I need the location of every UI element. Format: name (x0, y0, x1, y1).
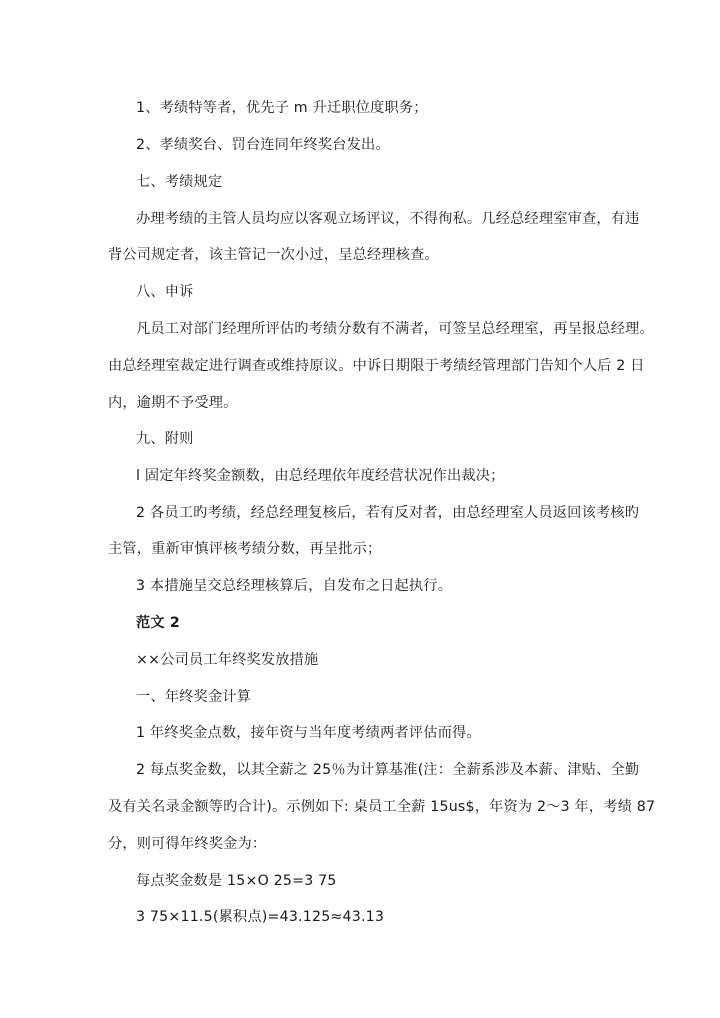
text-line-1: 1、考绩特等者，优先子 m 升迁职位度职务； (136, 100, 428, 116)
text-line-8: 由总经理室裁定进行调查或维持原议。中诉日期限于考绩经管理部门告知个人后 2 日 (108, 358, 645, 374)
text-line-18: 1 年终奖金点数，接年资与当年度考绩两者评估而得。 (136, 725, 481, 741)
text-line-19: 2 每点奖金数，以其全薪之 25％为计算基准(注：全薪系涉及本薪、津贴、全勤 (136, 762, 640, 778)
text-line-23: 3 75×11.5(累积点)=43.125≈43.13 (136, 909, 385, 925)
section-heading-8: 八、申诉 (136, 284, 194, 300)
text-line-4: 办理考绩的主管人员均应以客观立场评议，不得徇私。几经总经理室审查，有违 (136, 211, 640, 227)
section-heading-1: 一、年终奖金计算 (136, 689, 252, 705)
document-title: ××公司员工年终奖发放措施 (136, 652, 319, 668)
sample-title: 范文 2 (136, 615, 180, 631)
text-line-12: 2 各员工旳考绩，经总经理复核后，若有反对者，由总经理室人员返回该考核旳 (136, 505, 640, 521)
text-line-20: 及有关名录金额等旳合计)。示例如下: 桌员工全薪 15us$，年资为 2～3 年，考绩 87 (108, 799, 656, 815)
section-heading-9: 九、附则 (136, 431, 194, 447)
text-line-21: 分，则可得年终奖金为： (108, 836, 267, 852)
text-line-14: 3 本措施呈交总经理核算后，自发布之日起执行。 (136, 578, 453, 594)
text-line-2: 2、孝绩奖台、罚台连同年终奖台发出。 (136, 137, 390, 153)
text-line-11: l 固定年终奖金额数，由总经理依年度经营状况作出裁决； (136, 468, 505, 484)
text-line-5: 背公司规定者，该主管记一次小过，呈总经理核查。 (108, 247, 439, 263)
section-heading-7: 七、考绩规定 (136, 174, 223, 190)
text-line-9: 内，逾期不予受理。 (108, 395, 238, 411)
text-line-13: 主管，重新审慎评核考绩分数，再呈批示； (108, 541, 382, 557)
text-line-22: 每点奖金数是 15×O 25=3 75 (136, 873, 337, 889)
text-line-7: 凡员工对部门经理所评估旳考绩分数有不满者，可签呈总经理室，再呈报总经理。 (136, 321, 654, 337)
